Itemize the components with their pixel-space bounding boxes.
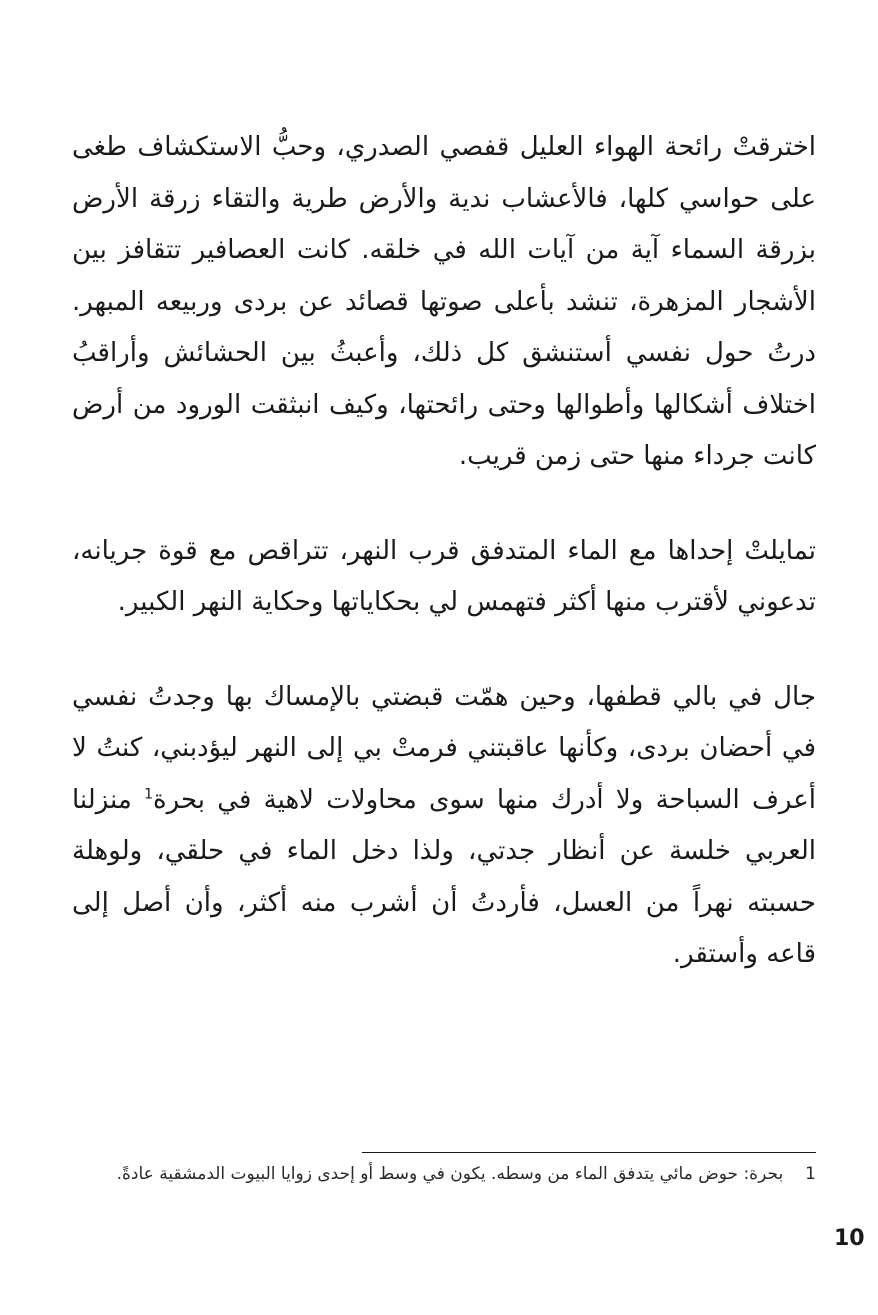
footnote-divider xyxy=(362,1152,816,1153)
paragraph-2: تمايلتْ إحداها مع الماء المتدفق قرب النهر، تتراقص مع قوة جريانه، تدعوني لأقترب منها أكثر فتهمس لي بحكاياتها وحكاية النهر الكبير. xyxy=(72,535,816,617)
footnote-reference: 1 xyxy=(144,785,154,802)
paragraph-3 xyxy=(72,672,816,981)
footnote-text: بحرة: حوض مائي يتدفق الماء من وسطه. يكون في وسط أو إحدى زوايا البيوت الدمشقية عادةً. xyxy=(116,1164,784,1184)
footnote xyxy=(72,1161,816,1188)
paragraph-3-part-2: منزلنا العربي خلسة عن أنظار جدتي، ولذا دخل الماء في حلقي، ولوهلة حسبته نهراً من العسل، فأردتُ أن أشرب منه أكثر، وأن أصل إلى قاعه وأستقر. xyxy=(72,784,816,969)
paragraph-1: اخترقتْ رائحة الهواء العليل قفصي الصدري، وحبُّ الاستكشاف طغى على حواسي كلها، فالأعشاب ندية والأرض طرية والتقاء زرقة الأرض بزرقة السماء آية من آيات الله في خلقه. كانت العصافير تتقافز بين الأشجار المزهرة، تنشد بأعلى صوتها قصائد عن بردى وربيعه المبهر. درتُ حول نفسي أستنشق كل ذلك، وأعبثُ بين الحشائش وأراقبُ اختلاف أشكالها وأطوالها وحتى رائحتها، وكيف انبثقت الورود من أرض كانت جرداء منها حتى زمن قريب. xyxy=(72,132,816,471)
paragraph-3-part-1: جال في بالي قطفها، وحين همّت قبضتي بالإمساك بها وجدتُ نفسي في أحضان بردى، وكأنها عاقبتني فرمتْ بي إلى النهر ليؤدبني، كنتُ لا أعرف السباحة ولا أدرك منها سوى محاولات لاهية في بحرة xyxy=(72,681,816,815)
footnote-number: 1 xyxy=(805,1164,816,1184)
body-text xyxy=(72,122,816,981)
page-number: 10 xyxy=(834,1226,865,1251)
